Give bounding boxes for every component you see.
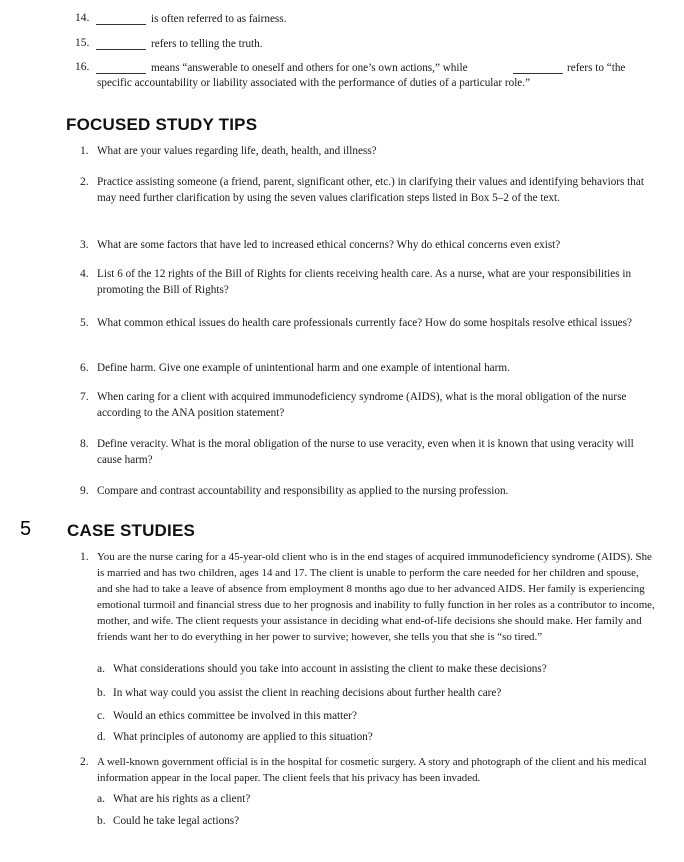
item-text: means “answerable to oneself and others for one’s own actions,” while [151,62,468,74]
item-text: refers to telling the truth. [151,38,263,50]
tip-text: What are some factors that have led to increased ethical concerns? Why do ethical concerns even exist? [97,239,561,251]
tip-number: 7. [80,391,89,403]
question-letter: a. [97,793,105,805]
question-text: In what way could you assist the client in reaching decisions about further health care? [113,687,502,699]
case-number: 1. [80,551,89,563]
question-letter: d. [97,731,106,743]
tip-text: Compare and contrast accountability and responsibility as applied to the nursing profession. [97,485,509,497]
tip-number: 6. [80,362,89,374]
answer-blank[interactable] [96,61,146,74]
tip-number: 4. [80,268,89,280]
question-letter: a. [97,663,105,675]
tip-number: 2. [80,176,89,188]
case-text: A well-known government official is in the hospital for cosmetic surgery. A story and photograph of the client and his medical information appear in the local paper. The client feels that his privacy has been invaded. [97,756,647,785]
tip-number: 5. [80,317,89,329]
tip-text: Define veracity. What is the moral obligation of the nurse to use veracity, even when it is known that using veracity will cause harm? [97,438,634,466]
case-text: You are the nurse caring for a 45-year-old client who is in the end stages of acquired immunodeficiency syndrome (AIDS). She is married and has two children, ages 14 and 17. The client is unable to perform the care needed for her children and spouse, and she had to take a leave of absence from employment 8 months ago due to her advanced AIDS. Her family is experiencing emotional turmoil and financial stress due to her prognosis and inability to fully function in her roles as a contributor to income, mother, and wife. The client requests your assistance in deciding what end-of-life decisions she should make. Her family and friends want her to do everything in her power to survive; however, she tells you that she is “so tired.” [97,551,655,644]
tip-text: What are your values regarding life, death, health, and illness? [97,145,377,157]
question-text: What considerations should you take into account in assisting the client to make these decisions? [113,663,547,675]
question-letter: b. [97,815,106,827]
question-text: Could he take legal actions? [113,815,240,827]
section-heading: CASE STUDIES [67,521,196,540]
question-text: Would an ethics committee be involved in this matter? [113,710,357,722]
answer-blank[interactable] [96,12,146,25]
tip-number: 3. [80,239,89,251]
question-text: What principles of autonomy are applied to this situation? [113,731,373,743]
item-text-continued: specific accountability or liability associated with the performance of duties of a particular role.” [97,77,531,89]
tip-text: Practice assisting someone (a friend, parent, significant other, etc.) in clarifying their values and identifying behaviors that may need further clarification by using the seven values clarification steps listed in Box 5–2 of the text. [97,176,644,204]
question-letter: c. [97,710,105,722]
question-text: What are his rights as a client? [113,793,251,805]
case-number: 2. [80,756,89,768]
item-number: 14. [75,12,90,24]
tip-number: 1. [80,145,89,157]
tip-text: What common ethical issues do health care professionals currently face? How do some hospitals resolve ethical issues? [97,317,632,329]
answer-blank[interactable] [96,37,146,50]
item-text: refers to “the [567,62,626,74]
tip-number: 8. [80,438,89,450]
chapter-number: 5 [20,518,32,540]
tip-text: List 6 of the 12 rights of the Bill of Rights for clients receiving health care. As a nurse, what are your responsibilities in promoting the Bill of Rights? [97,268,632,296]
answer-blank[interactable] [513,61,563,74]
item-number: 15. [75,37,90,49]
tip-number: 9. [80,485,89,497]
tip-text: When caring for a client with acquired immunodeficiency syndrome (AIDS), what is the moral obligation of the nurse according to the ANA position statement? [97,391,627,419]
question-letter: b. [97,687,106,699]
tip-text: Define harm. Give one example of unintentional harm and one example of intentional harm. [97,362,510,374]
item-text: is often referred to as fairness. [151,13,287,25]
section-heading: FOCUSED STUDY TIPS [66,115,258,134]
item-number: 16. [75,61,90,73]
